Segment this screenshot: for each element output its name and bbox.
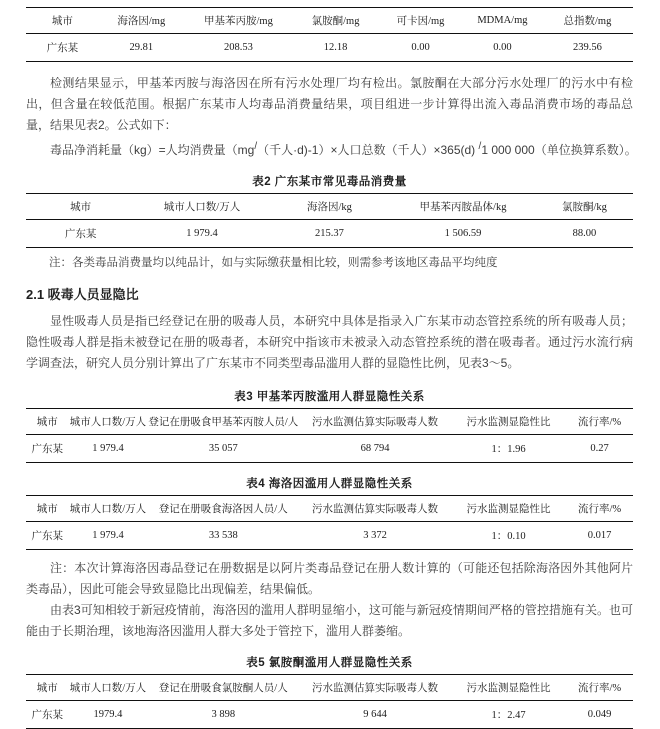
- col-meth: 甲基苯丙胺/mg: [184, 8, 293, 34]
- cell-prevalence: 0.27: [590, 443, 609, 454]
- table-header-row: [26, 675, 633, 701]
- table2-caption: 表2 广东某市常见毒品消费量: [252, 176, 407, 188]
- col-population: 城市人口数/万人: [68, 496, 147, 522]
- cell-total-index: 239.56: [573, 42, 602, 53]
- col-prevalence: 流行率/%: [566, 409, 633, 435]
- cell-estimated-users: 9 644: [363, 709, 387, 720]
- table-header-row: [26, 194, 633, 220]
- col-population: 城市人口数/万人: [135, 194, 269, 220]
- section-heading-2-1: 2.1 吸毒人员显隐比: [26, 287, 139, 302]
- col-registered-users: 登记在册吸食海洛因人员/人: [147, 496, 299, 522]
- table-row: [26, 435, 633, 463]
- col-registered-users: 登记在册吸食氯胺酮人员/人: [147, 675, 299, 701]
- cell-population: 1 979.4: [186, 228, 218, 239]
- col-estimated-users: 污水监测估算实际吸毒人数: [299, 675, 451, 701]
- table-consumption: [26, 193, 633, 248]
- formula-part3: 1 000 000（单位换算系数）。: [481, 143, 637, 157]
- cell-prevalence: 0.049: [587, 709, 612, 720]
- cell-city: 广东某: [31, 531, 63, 542]
- table2-note: 注：各类毒品消费量均以纯品计，如与实际缴获量相比较，则需参考该地区毒品平均纯度: [49, 257, 498, 269]
- col-mdma: MDMA/mg: [463, 8, 542, 34]
- col-city: 城市: [26, 409, 68, 435]
- formula-sup-slash2: /: [478, 141, 482, 152]
- cell-population: 1 979.4: [92, 530, 124, 541]
- cell-registered-users: 35 057: [208, 443, 238, 454]
- col-population: 城市人口数/万人: [68, 409, 147, 435]
- notes-after-table4: [26, 558, 633, 642]
- table-row: [26, 522, 633, 550]
- table-header-row: [26, 8, 633, 34]
- consumption-formula: [26, 136, 637, 161]
- col-heroin: 海洛因/mg: [99, 8, 184, 34]
- col-ketamine: 氯胺酮/mg: [293, 8, 378, 34]
- table-header-row: [26, 409, 633, 435]
- cell-ketamine-kg: 88.00: [572, 228, 597, 239]
- col-ketamine-kg: 氯胺酮/kg: [536, 194, 633, 220]
- col-registered-users: 登记在册吸食甲基苯丙胺人员/人: [147, 409, 299, 435]
- paragraph-user-definitions: 显性吸毒人员是指已经登记在册的吸毒人员，本研究中具体是指录入广东某市动态管控系统的所有吸毒人员；隐性吸毒人群是指未被登记在册的吸毒者，本研究中指该市未被录入动态管控系统的潜在吸毒者。通过污水流行病学调查法，研究人员分别计算出了广东某市不同类型毒品滥用人群的显隐性比例，见表3～5。: [26, 314, 633, 370]
- col-ratio: 污水监测显隐性比: [451, 496, 566, 522]
- cell-city: 广东某: [46, 43, 79, 54]
- cell-city: 广东某: [31, 710, 63, 721]
- paragraph-detection-results: 检测结果显示，甲基苯丙胺与海洛因在所有污水处理厂均有检出。氯胺酮在大部分污水处理厂的污水中有检出，但含量在较低范围。根据广东某市人均毒品消费量结果，项目组进一步计算得出流入毒品消费市场的毒品总量，结果见表2。公式如下：: [26, 76, 633, 132]
- cell-heroin: 29.81: [129, 42, 154, 53]
- cell-population: 1 979.4: [92, 443, 124, 454]
- col-prevalence: 流行率/%: [566, 675, 633, 701]
- table3-caption: 表3 甲基苯丙胺滥用人群显隐性关系: [234, 391, 425, 403]
- table4-caption: 表4 海洛因滥用人群显隐性关系: [246, 478, 413, 490]
- cell-ratio: 1：0.10: [491, 531, 526, 542]
- table-meth-ratio: [26, 408, 633, 463]
- cell-ratio: 1：2.47: [491, 710, 526, 721]
- col-estimated-users: 污水监测估算实际吸毒人数: [299, 496, 451, 522]
- col-meth-crystal-kg: 甲基苯丙胺晶体/kg: [390, 194, 536, 220]
- table-heroin-ratio: [26, 495, 633, 550]
- col-population: 城市人口数/万人: [68, 675, 147, 701]
- cell-mdma: 0.00: [493, 42, 512, 53]
- col-ratio: 污水监测显隐性比: [451, 409, 566, 435]
- cell-ratio: 1：1.96: [491, 444, 526, 455]
- col-heroin-kg: 海洛因/kg: [269, 194, 390, 220]
- col-cocaine: 可卡因/mg: [378, 8, 463, 34]
- col-prevalence: 流行率/%: [566, 496, 633, 522]
- cell-city: 广东某: [31, 444, 63, 455]
- table-ketamine-ratio: [26, 674, 633, 729]
- col-city: 城市: [26, 675, 68, 701]
- formula-part1: 毒品净消耗量（kg）=人均消费量（mg: [50, 143, 255, 157]
- note-opioid-registration: 注：本次计算海洛因毒品登记在册数据是以阿片类毒品登记在册人数计算的（可能还包括除海洛因外其他阿片类毒品），因此可能会导致显隐比出现偏差，结果偏低。: [26, 561, 633, 596]
- cell-estimated-users: 68 794: [360, 443, 390, 454]
- col-city: 城市: [26, 8, 99, 34]
- table-drug-index: [26, 7, 633, 62]
- cell-meth: 208.53: [223, 42, 253, 53]
- table5-caption: 表5 氯胺酮滥用人群显隐性关系: [246, 657, 413, 669]
- note-heroin-shrink: 由表3可知相较于新冠疫情前，海洛因的滥用人群明显缩小，这可能与新冠疫情期间严格的管控措施有关。也可能由于长期治理，该地海洛因滥用人群大多处于管控下，滥用人群萎缩。: [26, 603, 633, 638]
- cell-ketamine: 12.18: [323, 42, 348, 53]
- cell-population: 1979.4: [93, 709, 123, 720]
- table-row: [26, 220, 633, 248]
- cell-heroin-kg: 215.37: [315, 228, 344, 239]
- cell-estimated-users: 3 372: [363, 530, 387, 541]
- cell-meth-crystal-kg: 1 506.59: [444, 228, 482, 239]
- cell-registered-users: 33 538: [208, 530, 238, 541]
- cell-prevalence: 0.017: [587, 530, 612, 541]
- table-row: [26, 701, 633, 729]
- cell-cocaine: 0.00: [411, 42, 430, 53]
- table-header-row: [26, 496, 633, 522]
- col-city: 城市: [26, 496, 68, 522]
- col-city: 城市: [26, 194, 135, 220]
- table-row: [26, 34, 633, 62]
- formula-part2: （千人·d)-1）×人口总数（千人）×365(d): [257, 143, 476, 157]
- cell-city: 广东某: [64, 229, 97, 240]
- formula-sup-slash1: /: [254, 141, 258, 152]
- cell-registered-users: 3 898: [211, 709, 236, 720]
- col-ratio: 污水监测显隐性比: [451, 675, 566, 701]
- col-estimated-users: 污水监测估算实际吸毒人数: [299, 409, 451, 435]
- col-total-index: 总指数/mg: [542, 8, 633, 34]
